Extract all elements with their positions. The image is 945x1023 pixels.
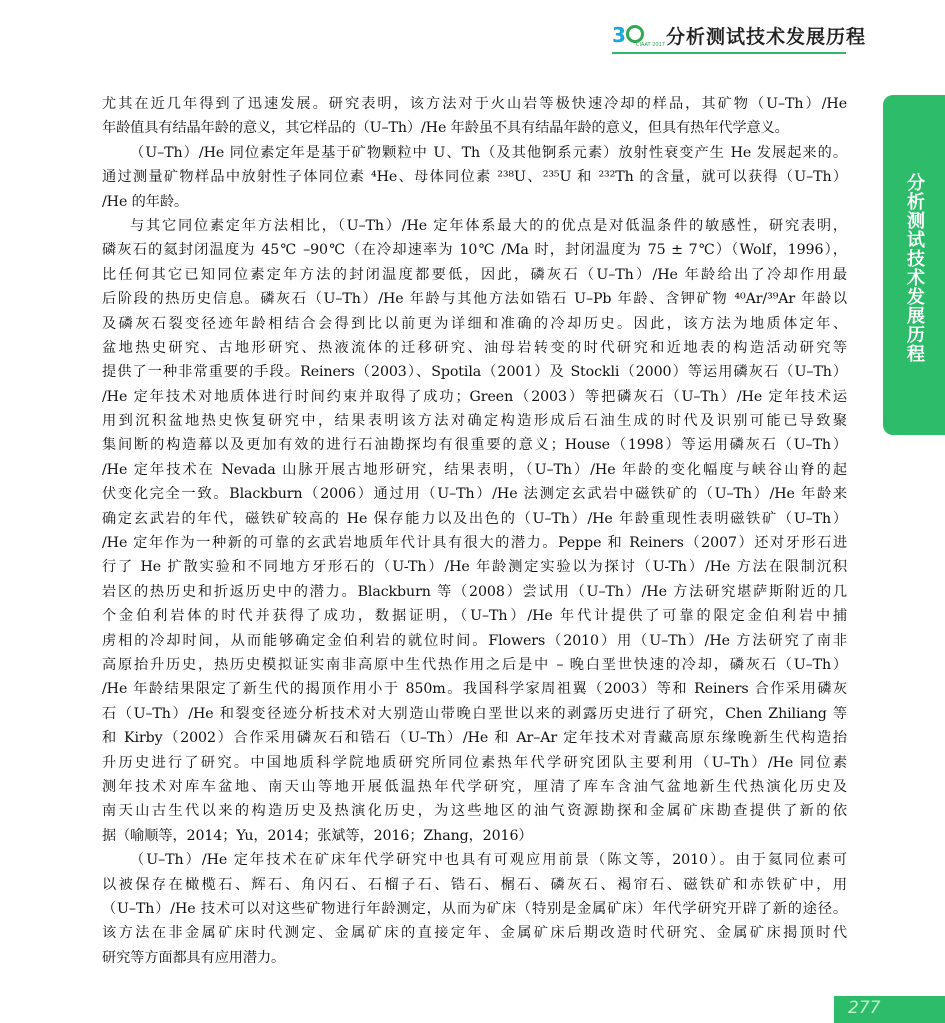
text-line: 研究等方面都具有应用潜力。 [102,949,286,966]
text-line: 年龄值具有结晶年龄的意义，其它样品的（U–Th）/He 年龄虽不具有结晶年龄的意义，但具有热年代学意义。 [102,120,789,137]
page-header [0,18,945,58]
text-line: 测年技术对库车盆地、南天山等地开展低温热年代学研究，厘清了库车含油气盆地新生代热演化历史及 [102,778,847,795]
text-line: 石（U–Th）/He 和裂变径迹分析技术对大别造山带晚白垩世以来的剥露历史进行了研究，Chen Zhiliang 等 [102,705,847,722]
text-line: 升历史进行了研究。中国地质科学院地质研究所同位素热年代学研究团队主要利用（U–Th）/He 同位素 [102,754,847,771]
text-line: （U–Th）/He 同位素定年是基于矿物颗粒中 U、Th（及其他锕系元素）放射性衰变产生 He 发展起来的。 [130,144,847,161]
anniversary-logo [612,20,665,50]
text-line: 虏相的冷却时间，从而能够确定金伯利岩的就位时间。Flowers（2010）用（U–Th）/He 方法研究了南非 [102,632,847,649]
article-body [102,92,847,970]
text-line: 用到沉积盆地热史恢复研究中，结果表明该方法对确定构造形成后石油生成的时代及识别可能已导致聚 [102,413,847,430]
text-line: 与其它同位素定年方法相比，（U–Th）/He 定年体系最大的的优点是对低温条件的敏感性，研究表明， [130,217,847,234]
text-line: 南天山古生代以来的构造历史及热演化历史，为这些地区的油气资源勘探和金属矿床勘查提供了新的依 [102,803,847,820]
text-line: /He 年龄结果限定了新生代的揭顶作用小于 850m。我国科学家周祖翼（2003）等和 Reiners 合作采用磷灰 [102,681,847,698]
text-line: 提供了一种非常重要的手段。Reiners（2003）、Spotila（2001）及 Stockli（2000）等运用磷灰石（U–Th） [102,364,847,381]
text-line: 行了 He 扩散实验和不同地方牙形石的（U-Th）/He 年龄测定实验以为探讨（U-Th）/He 方法在限制沉积 [102,559,847,576]
text-line: 后阶段的热历史信息。磷灰石（U–Th）/He 年龄与其他方法如锆石 U–Pb 年龄、含钾矿物 ⁴⁰Ar/³⁹Ar 年龄以 [102,291,847,308]
side-section-tab [883,95,945,435]
text-line: 岩区的热历史和折返历史中的潜力。Blackburn 等（2008）尝试用（U–Th）/He 方法研究堪萨斯附近的几 [102,583,847,600]
text-line: （U–Th）/He 定年技术在矿床年代学研究中也具有可观应用前景（陈文等，2010）。由于氦同位素可 [130,852,847,869]
text-line: 磷灰石的氦封闭温度为 45℃ –90℃（在冷却速率为 10℃ /Ma 时，封闭温度为 75 ± 7℃）（Wolf，1996）， [102,242,847,259]
text-line: 尤其在近几年得到了迅速发展。研究表明，该方法对于火山岩等极快速冷却的样品，其矿物（U–Th）/He [102,96,847,112]
logo-ring-icon [626,25,644,43]
text-line: 盆地热史研究、古地形研究、热液流体的迁移研究、油母岩转变的时代研究和近地表的构造活动研究等 [102,339,847,356]
text-line: 确定玄武岩的年代，磁铁矿较高的 He 保存能力以及出色的（U–Th）/He 年龄重现性表明磁铁矿（U–Th） [102,510,847,527]
logo-number: 3 [612,23,625,47]
text-line: /He 定年技术在 Nevada 山脉开展古地形研究，结果表明，（U–Th）/He 年龄的变化幅度与峡谷山脊的起 [102,461,847,478]
text-line: 集间断的构造幕以及更加有效的进行石油勘探均有很重要的意义；House（1998）等运用磷灰石（U–Th） [102,437,847,454]
text-line: /He 定年技术对地质体进行时间约束并取得了成功；Green（2003）等把磷灰石（U–Th）/He 定年技术运 [102,388,847,405]
text-line: 据（喻顺等，2014；Yu，2014；张斌等，2016；Zhang，2016） [102,827,533,844]
text-line: （U–Th）/He 技术可以对这些矿物进行年龄测定，从而为矿床（特别是金属矿床）年代学研究开辟了新的途径。 [102,900,847,917]
header-divider [612,52,846,54]
header-title: 分析测试技术发展历程 [666,26,867,48]
page-number: 277 [848,998,881,1018]
logo-subtitle: CIAAT 2017 [636,42,665,48]
text-line: /He 的年龄。 [102,193,189,210]
text-line: 和 Kirby（2002）合作采用磷灰石和锆石（U–Th）/He 和 Ar–Ar 定年技术对青藏高原东缘晚新生代构造抬 [102,730,847,747]
text-line: 该方法在非金属矿床时代测定、金属矿床的直接定年、金属矿床后期改造时代研究、金属矿床揭顶时代 [102,925,847,942]
text-line: 高原抬升历史，热历史模拟证实南非高原中生代热作用之后是中 – 晚白垩世快速的冷却，磷灰石（U–Th） [102,656,847,673]
page-number-block [834,996,945,1023]
side-tab-label: 分析测试技术发展历程 [904,173,925,363]
text-line: /He 定年作为一种新的可靠的玄武岩地质年代计具有很大的潜力。Peppe 和 Reiners（2007）还对牙形石进 [102,535,847,552]
text-line: 及磷灰石裂变径迹年龄相结合会得到比以前更为详细和准确的冷却历史。因此，该方法为地质体定年、 [102,315,847,332]
text-line: 以被保存在橄榄石、辉石、角闪石、石榴子石、锆石、榍石、磷灰石、褐帘石、磁铁矿和赤铁矿中，用 [102,876,847,893]
text-line: 通过测量矿物样品中放射性子体同位素 ⁴He、母体同位素 ²³⁸U、²³⁵U 和 ²³²Th 的含量，就可以获得（U–Th） [102,169,847,186]
text-line: 伏变化完全一致。Blackburn（2006）通过用（U–Th）/He 法测定玄武岩中磁铁矿的（U–Th）/He 年龄来 [102,486,847,503]
text-line: 比任何其它已知同位素定年方法的封闭温度都要低，因此，磷灰石（U–Th）/He 年龄给出了冷却作用最 [102,266,847,283]
text-line: 个金伯利岩体的时代并获得了成功，数据证明，（U–Th）/He 年代计提供了可靠的限定金伯利岩中捕 [102,608,847,625]
